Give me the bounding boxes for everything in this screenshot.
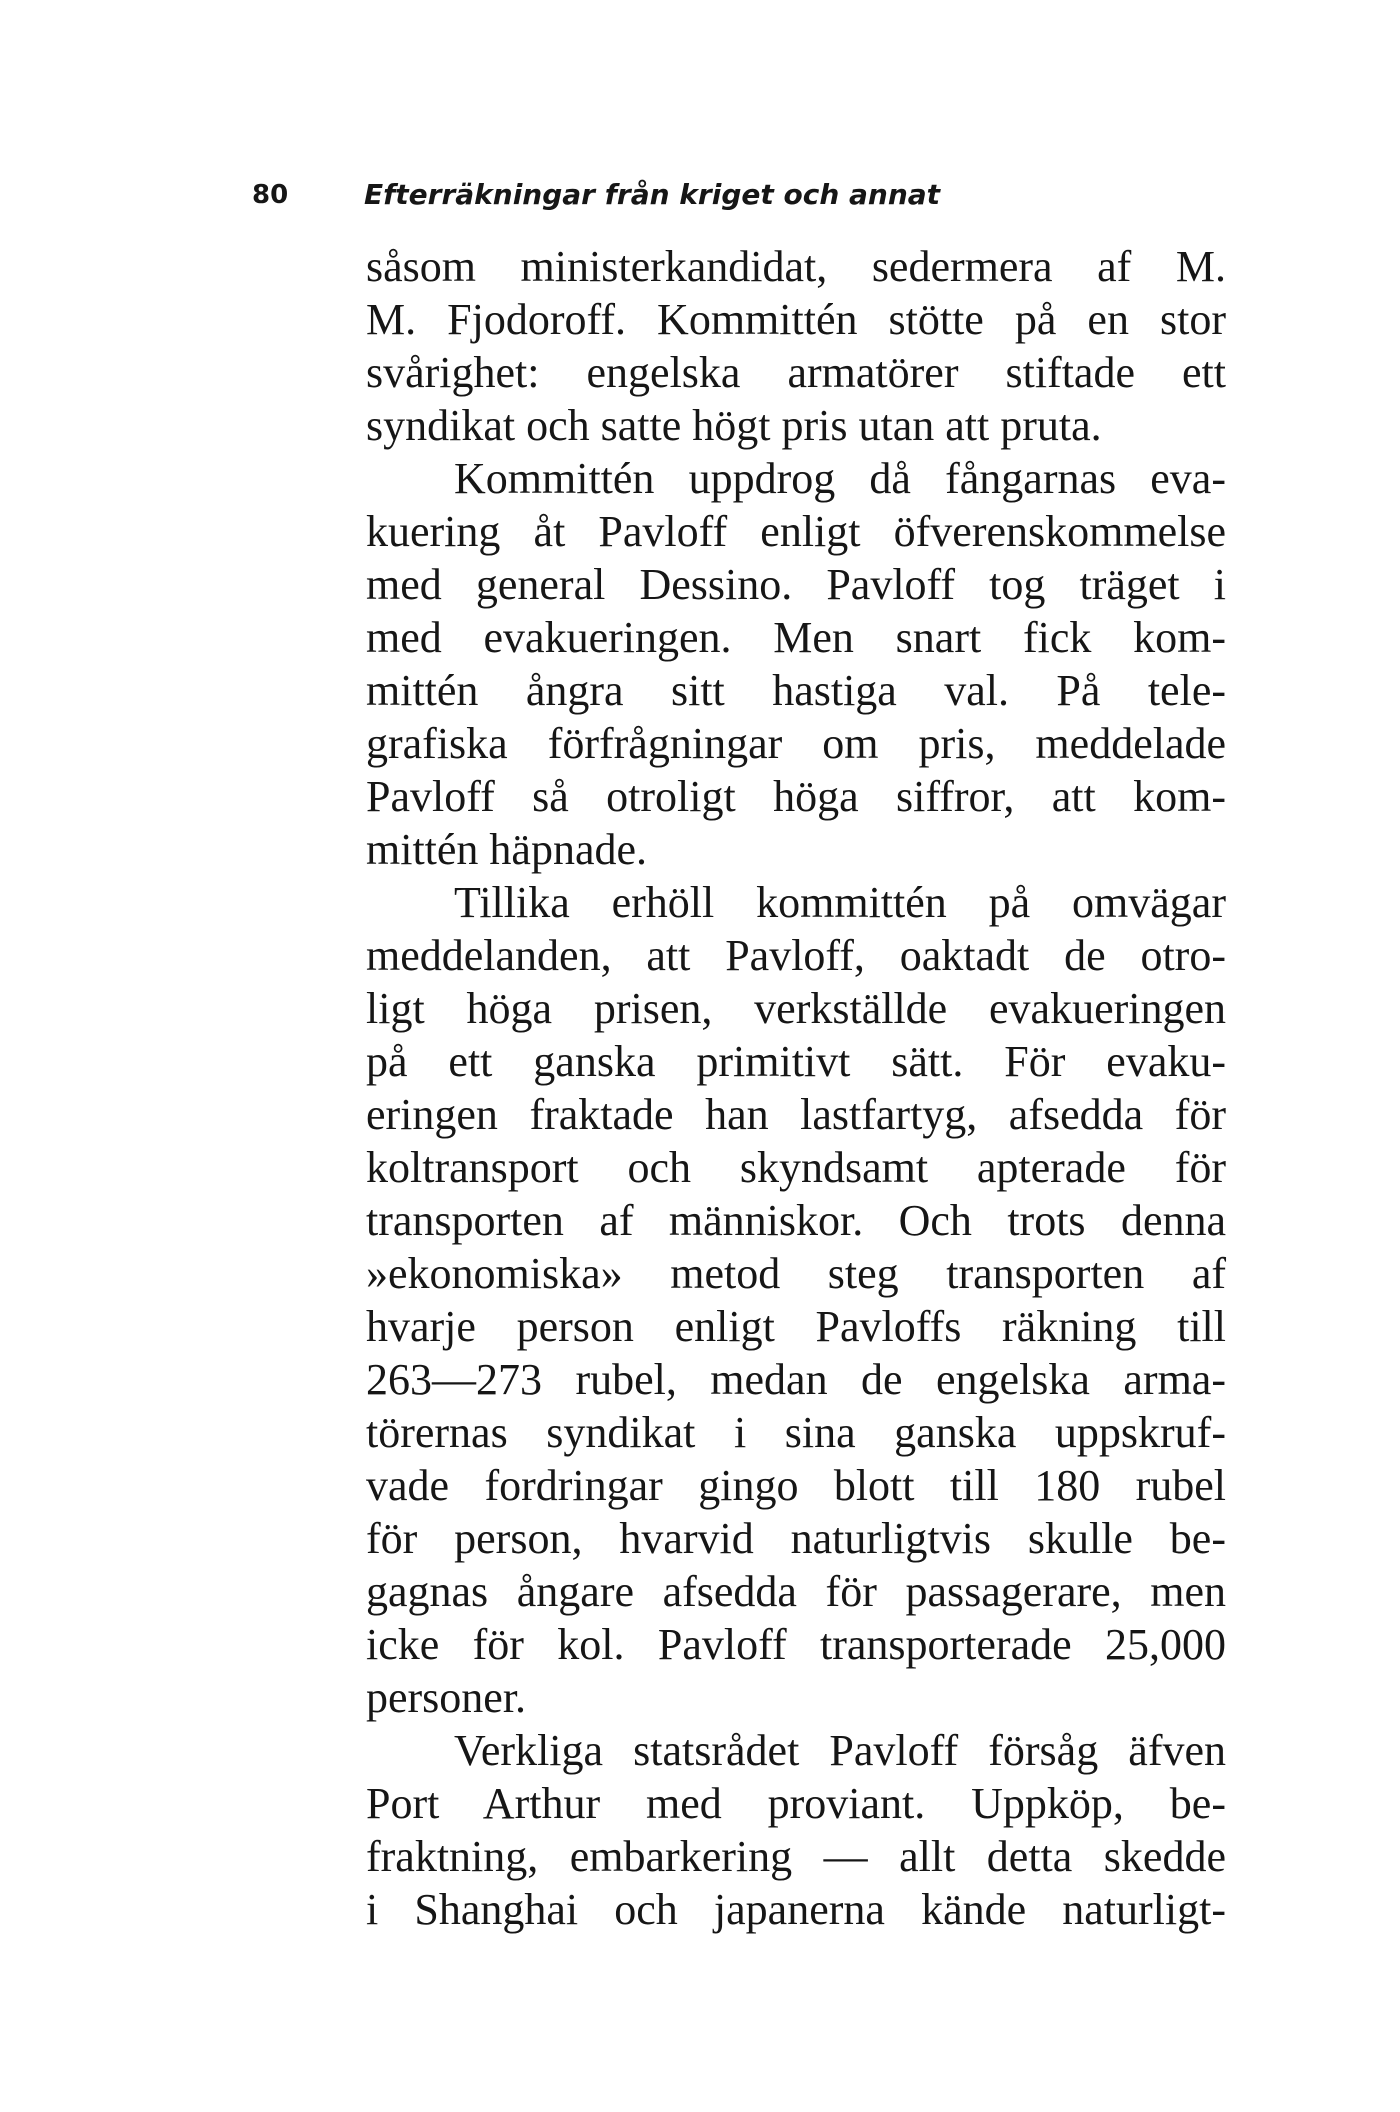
text-line: Port Arthur med proviant. Uppköp, be-: [366, 1779, 1226, 1828]
text-line: Kommittén uppdrog då fångarnas eva-: [454, 454, 1226, 503]
text-line: för person, hvarvid naturligtvis skulle be-: [366, 1514, 1226, 1563]
text-line: M. Fjodoroff. Kommittén stötte på en stor: [366, 295, 1226, 344]
page-number: 80: [252, 180, 289, 210]
page-header: [252, 175, 1052, 215]
text-line: kuering åt Pavloff enligt öfverenskommelse: [366, 507, 1226, 556]
text-line: 263—273 rubel, medan de engelska arma-: [366, 1355, 1226, 1404]
text-line: med general Dessino. Pavloff tog träget i: [366, 560, 1226, 609]
text-line: med evakueringen. Men snart fick kom-: [366, 613, 1226, 662]
text-line: syndikat och satte högt pris utan att pruta.: [366, 401, 1102, 450]
text-line: Tillika erhöll kommittén på omvägar: [454, 878, 1226, 927]
text-line: mittén ångra sitt hastiga val. På tele-: [366, 666, 1226, 715]
text-line: Pavloff så otroligt höga siffror, att kom-: [366, 772, 1226, 821]
text-line: Verkliga statsrådet Pavloff försåg äfven: [454, 1726, 1226, 1775]
text-line: koltransport och skyndsamt apterade för: [366, 1143, 1226, 1192]
running-title: Efterräkningar från kriget och annat: [363, 178, 941, 211]
text-line: gagnas ångare afsedda för passagerare, men: [366, 1567, 1226, 1616]
text-line: på ett ganska primitivt sätt. För evaku-: [366, 1037, 1226, 1086]
text-line: fraktning, embarkering — allt detta skedde: [366, 1832, 1226, 1881]
text-line: ligt höga prisen, verkställde evakueringen: [366, 984, 1226, 1033]
text-line: personer.: [366, 1673, 527, 1722]
text-line: meddelanden, att Pavloff, oaktadt de otro-: [366, 931, 1226, 980]
text-line: i Shanghai och japanerna kände naturligt-: [366, 1885, 1226, 1934]
body-text: [366, 240, 1226, 1936]
text-line: eringen fraktade han lastfartyg, afsedda för: [366, 1090, 1226, 1139]
text-line: törernas syndikat i sina ganska uppskruf-: [366, 1408, 1226, 1457]
text-line: transporten af människor. Och trots denna: [366, 1196, 1226, 1245]
text-line: grafiska förfrågningar om pris, meddelade: [366, 719, 1226, 768]
text-line: mittén häpnade.: [366, 825, 648, 874]
text-line: hvarje person enligt Pavloffs räkning till: [366, 1302, 1226, 1351]
text-line: icke för kol. Pavloff transporterade 25,000: [366, 1620, 1226, 1669]
text-line: vade fordringar gingo blott till 180 rubel: [366, 1461, 1226, 1510]
text-line: »ekonomiska» metod steg transporten af: [366, 1249, 1226, 1298]
text-line: svårighet: engelska armatörer stiftade ett: [366, 348, 1226, 397]
text-line: såsom ministerkandidat, sedermera af M.: [366, 242, 1226, 291]
